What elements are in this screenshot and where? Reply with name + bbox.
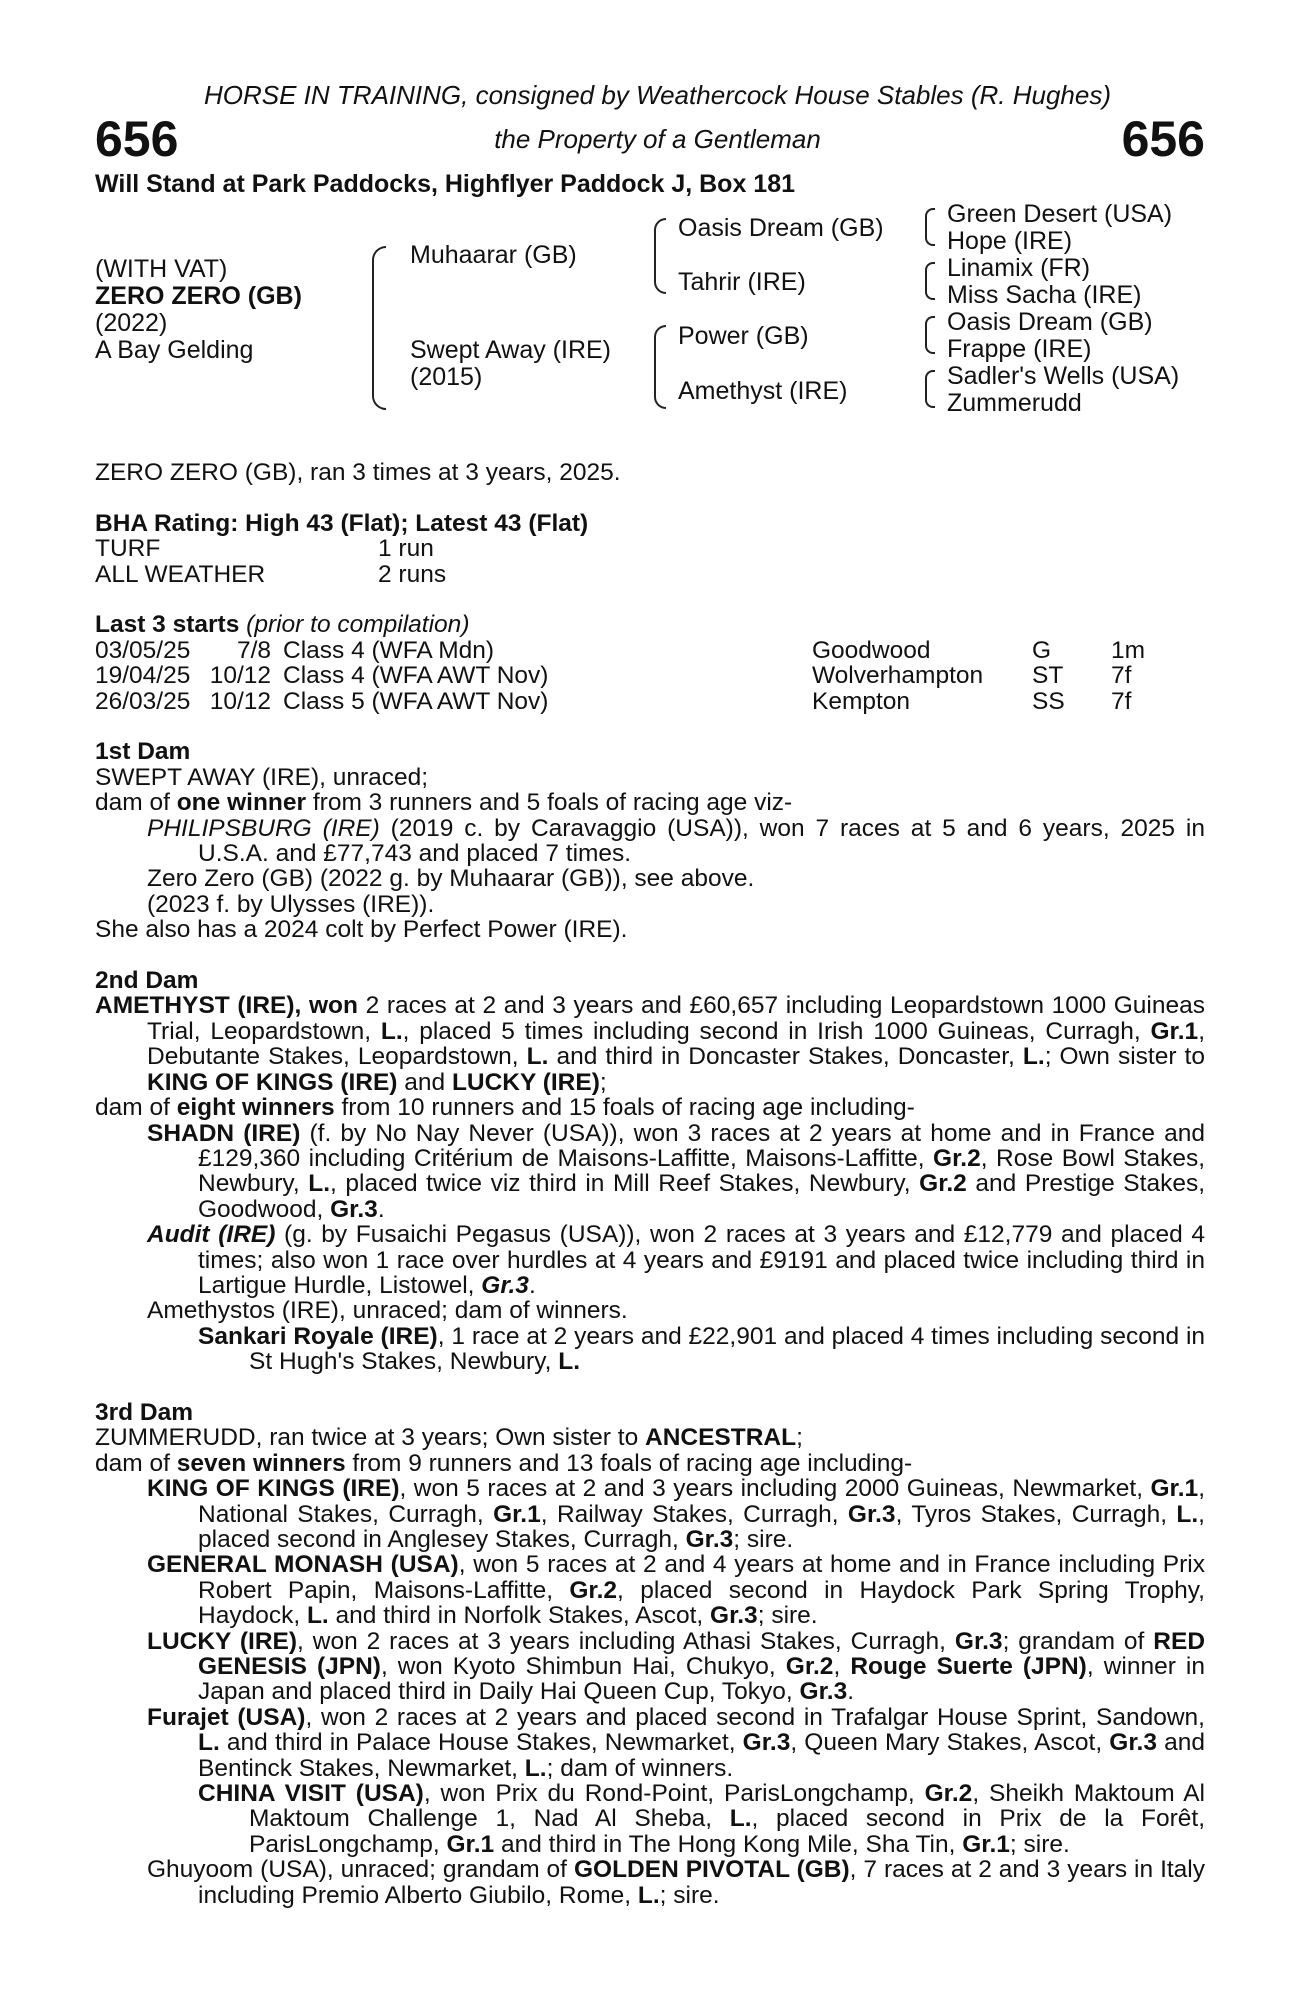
consignor-line: HORSE IN TRAINING, consigned by Weathercock House Stables (R. Hughes) xyxy=(204,80,1111,110)
dam-dam: Amethyst (IRE) xyxy=(678,377,848,405)
pedigree-brace-g1 xyxy=(925,208,935,246)
offspring-entry: LUCKY (IRE), won 2 races at 3 years including Athasi Stakes, Curragh, Gr.3; grandam of RED GENESIS (JPN), won Kyoto Shimbun Hai, Chukyo, Gr.2, Rouge Suerte (JPN), winner in Japan and placed third in Daily Hai Queen Cup, Tokyo, Gr.3. xyxy=(147,1627,1206,1706)
rating-runs: 1 run xyxy=(378,535,434,563)
start-position: 7/8 xyxy=(236,636,271,664)
catalogue-body xyxy=(95,460,1205,1908)
pedigree-brace-g3 xyxy=(925,316,935,354)
rating-row-turf xyxy=(95,536,1205,561)
start-distance: 7f xyxy=(1111,687,1132,715)
pedigree-brace-dam xyxy=(654,325,666,409)
start-course: Kempton xyxy=(812,687,911,715)
first-dam-note: She also has a 2024 colt by Perfect Power (IRE). xyxy=(95,916,628,944)
start-date: 19/04/25 xyxy=(95,662,191,690)
sire-sire: Oasis Dream (GB) xyxy=(678,214,884,242)
start-course: Goodwood xyxy=(812,636,931,664)
sire: Muhaarar (GB) xyxy=(410,241,577,269)
second-dam-produce: dam of eight winners from 10 runners and 15 foals of racing age including- xyxy=(95,1094,915,1122)
start-date: 26/03/25 xyxy=(95,687,191,715)
grandparent-4: Miss Sacha (IRE) xyxy=(947,281,1142,309)
last-starts-heading xyxy=(95,612,1205,637)
dam-year: (2015) xyxy=(410,363,483,391)
offspring-entry: Amethystos (IRE), unraced; dam of winners. xyxy=(147,1297,628,1325)
third-dam-line: ZUMMERUDD, ran twice at 3 years; Own sister to ANCESTRAL; xyxy=(95,1424,803,1452)
horse-name: ZERO ZERO (GB) xyxy=(95,282,302,310)
pedigree-brace-sire xyxy=(654,218,666,294)
last-starts-title: Last 3 starts xyxy=(95,611,240,639)
start-position: 10/12 xyxy=(209,662,271,690)
start-position: 10/12 xyxy=(209,687,271,715)
offspring-entry: (2023 f. by Ulysses (IRE)). xyxy=(147,890,435,918)
start-going: G xyxy=(1032,636,1052,664)
start-distance: 1m xyxy=(1111,636,1146,664)
pedigree-brace-g4 xyxy=(925,370,935,408)
start-going: ST xyxy=(1032,662,1064,690)
bha-rating: BHA Rating: High 43 (Flat); Latest 43 (Flat) xyxy=(95,509,589,537)
rating-surface: TURF xyxy=(95,535,161,563)
grand-offspring-entry: Sankari Royale (IRE), 1 race at 2 years and £22,901 and placed 4 times including second in St Hugh's Stakes, Newbury, L. xyxy=(198,1322,1206,1376)
start-race: Class 4 (WFA AWT Nov) xyxy=(283,662,549,690)
grandparent-2: Hope (IRE) xyxy=(947,227,1073,255)
sire-dam: Tahrir (IRE) xyxy=(678,268,806,296)
offspring-entry: Audit (IRE) (g. by Fusaichi Pegasus (USA)), won 2 races at 3 years and £12,779 and placed 4 times; also won 1 race over hurdles at 4 years and £9191 and placed twice including third in Lartigue Hurdle, Listowel, Gr.3. xyxy=(147,1221,1205,1299)
dam-sire: Power (GB) xyxy=(678,322,809,350)
grandparent-7: Sadler's Wells (USA) xyxy=(947,362,1180,390)
start-row xyxy=(95,689,1205,714)
dam: Swept Away (IRE) xyxy=(410,336,612,364)
start-row xyxy=(95,638,1205,663)
first-dam-heading: 1st Dam xyxy=(95,738,191,766)
pedigree-brace-main xyxy=(372,246,386,410)
start-row xyxy=(95,663,1205,688)
offspring-entry: KING OF KINGS (IRE), won 5 races at 2 and 3 years including 2000 Guineas, Newmarket, Gr.1, National Stakes, Curragh, Gr.1, Railway Stakes, Curragh, Gr.3, Tyros Stakes, Curragh, L., placed second in Anglesey Stakes, Curragh, Gr.3; sire. xyxy=(147,1475,1205,1553)
first-dam-produce: dam of one winner from 3 runners and 5 foals of racing age viz- xyxy=(95,789,793,817)
offspring-entry: Zero Zero (GB) (2022 g. by Muhaarar (GB)), see above. xyxy=(147,865,755,893)
offspring-entry: GENERAL MONASH (USA), won 5 races at 2 and 4 years at home and in France including Prix Robert Papin, Maisons-Laffitte, Gr.2, placed second in Haydock Park Spring Trophy, Haydock, L. and third in Norfolk Stakes, Ascot, Gr.3; sire. xyxy=(147,1551,1205,1630)
start-course: Wolverhampton xyxy=(812,662,984,690)
start-distance: 7f xyxy=(1111,662,1132,690)
start-race: Class 5 (WFA AWT Nov) xyxy=(283,687,549,715)
offspring-entry: PHILIPSBURG (IRE) (2019 c. by Caravaggio (USA)), won 7 races at 5 and 6 years, 2025 in U.S.A. and £77,743 and placed 7 times. xyxy=(147,814,1205,868)
pedigree-brace-g2 xyxy=(925,262,935,300)
start-going: SS xyxy=(1032,687,1065,715)
grandparent-3: Linamix (FR) xyxy=(947,254,1091,282)
second-dam-heading: 2nd Dam xyxy=(95,967,199,995)
grandparent-5: Oasis Dream (GB) xyxy=(947,308,1153,336)
race-summary: ZERO ZERO (GB), ran 3 times at 3 years, 2025. xyxy=(95,459,621,486)
lot-number-right: 656 xyxy=(1121,111,1205,167)
rating-surface: ALL WEATHER xyxy=(95,560,266,588)
offspring-entry: Furajet (USA), won 2 races at 2 years and placed second in Trafalgar House Sprint, Sandown, L. and third in Palace House Stakes, Newmarket, Gr.3, Queen Mary Stakes, Ascot, Gr.3 and Bentinck Stakes, Newmarket, L.; dam of winners. xyxy=(147,1703,1206,1782)
lot-number-left: 656 xyxy=(95,111,179,167)
grandparent-1: Green Desert (USA) xyxy=(947,200,1173,228)
rating-row-aw xyxy=(95,562,1205,587)
start-race: Class 4 (WFA Mdn) xyxy=(283,636,495,664)
grand-offspring-entry: CHINA VISIT (USA), won Prix du Rond-Point, ParisLongchamp, Gr.2, Sheikh Maktoum Al Maktoum Challenge 1, Nad Al Sheba, L., placed second in Prix de la Forêt, ParisLongchamp, Gr.1 and third in The Hong Kong Mile, Sha Tin, Gr.1; sire. xyxy=(198,1780,1205,1858)
rating-runs: 2 runs xyxy=(378,560,447,588)
grandparent-8: Zummerudd xyxy=(947,389,1082,417)
start-date: 03/05/25 xyxy=(95,636,191,664)
offspring-entry: Ghuyoom (USA), unraced; grandam of GOLDEN PIVOTAL (GB), 7 races at 2 and 3 years in Italy including Premio Alberto Giubilo, Rome, L.; sire. xyxy=(147,1856,1206,1909)
grandparent-6: Frappe (IRE) xyxy=(947,335,1092,363)
stand-location: Will Stand at Park Paddocks, Highflyer Paddock J, Box 181 xyxy=(95,170,795,198)
last-starts-note: (prior to compilation) xyxy=(246,611,470,639)
horse-description: A Bay Gelding xyxy=(95,336,254,364)
property-line: the Property of a Gentleman xyxy=(494,124,821,154)
second-dam-entry: AMETHYST (IRE), won 2 races at 2 and 3 years and £60,657 including Leopardstown 1000 Guineas Trial, Leopardstown, L., placed 5 times including second in Irish 1000 Guineas, Curragh, Gr.1, Debutante Stakes, Leopardstown, L. and third in Doncaster Stakes, Doncaster, L.; Own sister to KING OF KINGS (IRE) and LUCKY (IRE); xyxy=(95,992,1205,1096)
horse-year: (2022) xyxy=(95,309,168,337)
third-dam-produce: dam of seven winners from 9 runners and 13 foals of racing age including- xyxy=(95,1449,913,1477)
offspring-entry: SHADN (IRE) (f. by No Nay Never (USA)), won 3 races at 2 years at home and in France and £129,360 including Critérium de Maisons-Laffitte, Maisons-Laffitte, Gr.2, Rose Bowl Stakes, Newbury, L., placed twice viz third in Mill Reef Stakes, Newbury, Gr.2 and Prestige Stakes, Goodwood, Gr.3. xyxy=(147,1119,1206,1223)
first-dam-line: SWEPT AWAY (IRE), unraced; xyxy=(95,763,429,791)
third-dam-heading: 3rd Dam xyxy=(95,1398,194,1426)
vat-note: (WITH VAT) xyxy=(95,255,228,283)
